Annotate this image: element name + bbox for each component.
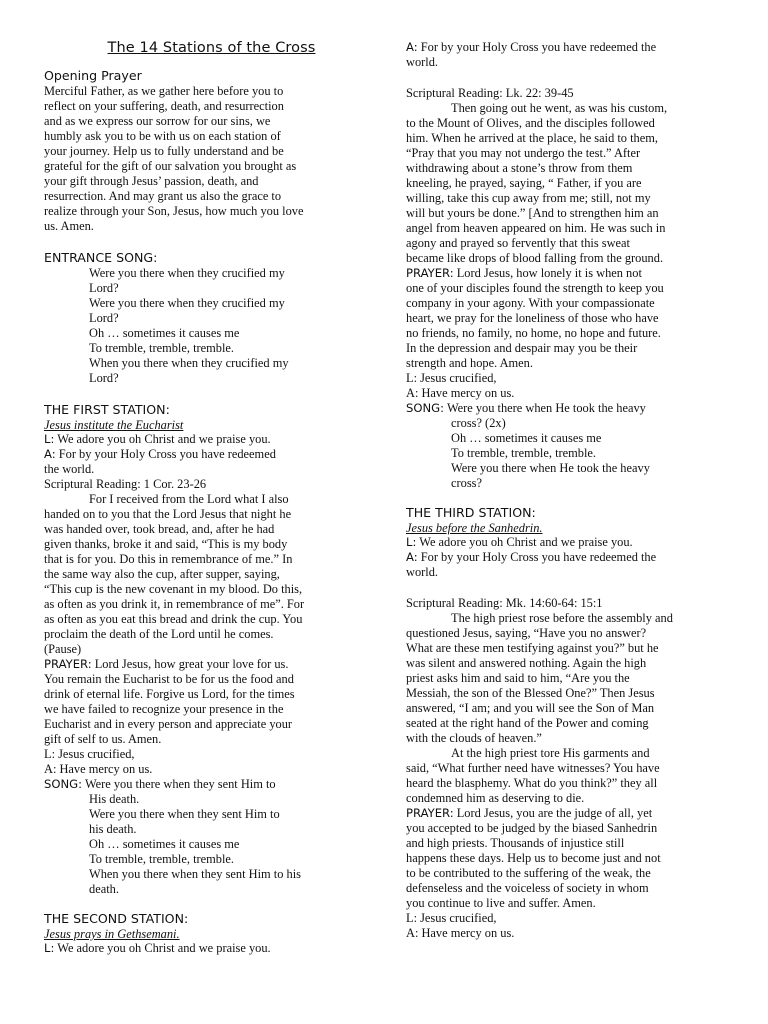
text-line: gift of self to us. Amen.	[44, 732, 162, 746]
leader-label: L:	[406, 535, 417, 549]
lyric-line: Were you there when they crucified my	[89, 296, 285, 310]
lyric-line: Oh … sometimes it causes me	[89, 326, 240, 340]
lyric-line: Were you there when they sent Him to	[89, 807, 280, 821]
text-line: you accepted to be judged by the biased Sanhedrin	[406, 821, 658, 835]
opening-prayer-text	[44, 84, 369, 234]
prayer-line	[44, 657, 369, 672]
response-leader: L: Jesus crucified,	[406, 911, 497, 925]
scripture-reference: Scriptural Reading: Mk. 14:60-64: 15:1	[406, 596, 603, 610]
text-line: world.	[406, 565, 439, 579]
text-line: reflect on your suffering, death, and resurrection	[44, 99, 284, 113]
leader-text: We adore you oh Christ and we praise you.	[419, 535, 633, 549]
text-line: him. When he arrived at the place, he said to them,	[406, 131, 658, 145]
lyric-line: death.	[89, 882, 119, 896]
assembly-line	[44, 447, 369, 462]
text-line: humbly ask you to be with us on each station of	[44, 129, 281, 143]
song-text: Were you there when He took the heavy	[446, 401, 646, 415]
text-line: to the Mount of Olives, and the disciples followed	[406, 116, 655, 130]
lyric-line: his death.	[89, 822, 137, 836]
lyric-line: Were you there when He took the heavy	[451, 461, 650, 475]
text-line: you continue to live and suffer. Amen.	[406, 896, 596, 910]
scripture-reference: Scriptural Reading: Lk. 22: 39-45	[406, 86, 574, 100]
text-line: we have failed to recognize your presence in the	[44, 702, 284, 716]
third-station-heading: THE THIRD STATION:	[406, 505, 536, 520]
text-line: realize through your Son, Jesus, how much you love	[44, 204, 304, 218]
prayer-line	[406, 806, 731, 821]
text-line: the world.	[44, 462, 95, 476]
response-assembly: A: Have mercy on us.	[406, 386, 515, 400]
song-text: Were you there when they sent Him to	[84, 777, 276, 791]
text-line: angel from heaven appeared on him. He was such in	[406, 221, 666, 235]
text-line: In the depression and despair may you be their	[406, 341, 638, 355]
text-line: grateful for the gift of our salvation you brought as	[44, 159, 297, 173]
text-line: kneeling, he prayed, saying, “ Father, if you are	[406, 176, 642, 190]
third-station-body	[406, 535, 731, 941]
second-station-subtitle: Jesus prays in Gethsemani.	[44, 927, 180, 941]
text-line: willing, take this cup away from me; still, not my	[406, 191, 651, 205]
lyric-line: Oh … sometimes it causes me	[89, 837, 240, 851]
text-line: questioned Jesus, saying, “Have you no answer?	[406, 626, 647, 640]
leader-line	[406, 535, 731, 550]
assembly-label: A:	[406, 550, 418, 564]
leader-line	[44, 432, 369, 447]
prayer-text: Lord Jesus, how great your love for us.	[94, 657, 289, 671]
text-line: withdrawing about a stone’s throw from them	[406, 161, 633, 175]
text-line: answered, “I am; and you will see the Son of Man	[406, 701, 655, 715]
opening-prayer-heading: Opening Prayer	[44, 68, 142, 83]
prayer-label: PRAYER:	[406, 806, 454, 820]
text-line: defenseless and the voiceless of society in whom	[406, 881, 649, 895]
assembly-text: For by your Holy Cross you have redeemed	[58, 447, 276, 461]
text-line: that is for you. Do this in remembrance of me.” In	[44, 552, 293, 566]
lyric-line: cross? (2x)	[451, 416, 506, 430]
assembly-line	[406, 40, 731, 55]
text-line: agony and prayed so fervently that this sweat	[406, 236, 630, 250]
lyric-line: When you there when they crucified my	[89, 356, 289, 370]
text-line: (Pause)	[44, 642, 82, 656]
leader-label: L:	[44, 432, 55, 446]
song-label: SONG:	[406, 401, 445, 415]
first-station-subtitle: Jesus institute the Eucharist	[44, 418, 184, 432]
text-line: to be contributed to the suffering of the weak, the	[406, 866, 651, 880]
text-line: company in your agony. With your compassionate	[406, 296, 655, 310]
entrance-song-lyrics	[44, 266, 369, 386]
entrance-song-heading: ENTRANCE SONG:	[44, 250, 158, 265]
text-line: heart, we pray for the loneliness of those who have	[406, 311, 659, 325]
lyric-line: Lord?	[89, 371, 119, 385]
text-line: Merciful Father, as we gather here before you to	[44, 84, 284, 98]
text-line: said, “What further need have witnesses? You have	[406, 761, 660, 775]
first-station-heading: THE FIRST STATION:	[44, 402, 170, 417]
leader-label: L:	[44, 941, 55, 955]
assembly-text: For by your Holy Cross you have redeemed the	[420, 550, 657, 564]
text-line: proclaim the death of the Lord until he comes.	[44, 627, 274, 641]
prayer-text: Lord Jesus, how lonely it is when not	[456, 266, 642, 280]
text-line: became like drops of blood falling from the ground.	[406, 251, 664, 265]
text-line: handed on to you that the Lord Jesus that night he	[44, 507, 292, 521]
lyric-line: His death.	[89, 792, 140, 806]
lyric-line: Were you there when they crucified my	[89, 266, 285, 280]
leader-line	[44, 941, 369, 956]
lyric-line: cross?	[451, 476, 482, 490]
text-line: your journey. Help us to fully understand and be	[44, 144, 284, 158]
text-line: and as we express our sorrow for our sins, we	[44, 114, 271, 128]
text-line: strength and hope. Amen.	[406, 356, 533, 370]
first-station-body	[44, 432, 369, 897]
lyric-line: To tremble, tremble, tremble.	[89, 341, 235, 355]
prayer-text: Lord Jesus, you are the judge of all, yet	[456, 806, 653, 820]
lyric-line: When you there when they sent Him to his	[89, 867, 301, 881]
text-line: condemned him as deserving to die.	[406, 791, 585, 805]
text-line: What are these men testifying against you?” but he	[406, 641, 659, 655]
assembly-line	[406, 550, 731, 565]
text-line: the same way also the cup, after supper, saying,	[44, 567, 280, 581]
text-line: was silent and answered nothing. Again the high	[406, 656, 647, 670]
song-lyrics	[406, 416, 731, 491]
lyric-line: Lord?	[89, 281, 119, 295]
response-assembly: A: Have mercy on us.	[44, 762, 153, 776]
prayer-label: PRAYER:	[44, 657, 92, 671]
text-line: For I received from the Lord what I also	[89, 492, 289, 506]
text-line: given thanks, broke it and said, “This is my body	[44, 537, 288, 551]
lyric-line: To tremble, tremble, tremble.	[451, 446, 597, 460]
prayer-line	[406, 266, 731, 281]
scripture-reference: Scriptural Reading: 1 Cor. 23-26	[44, 477, 207, 491]
song-label: SONG:	[44, 777, 83, 791]
second-station-heading: THE SECOND STATION:	[44, 911, 189, 926]
text-line: “This cup is the new covenant in my blood. Do this,	[44, 582, 303, 596]
song-lyrics	[44, 792, 369, 897]
assembly-label: A:	[406, 40, 418, 54]
second-station-continued	[406, 40, 731, 491]
response-assembly: A: Have mercy on us.	[406, 926, 515, 940]
text-line: drink of eternal life. Forgive us Lord, for the times	[44, 687, 295, 701]
text-line: “Pray that you may not undergo the test.” After	[406, 146, 641, 160]
third-station-subtitle: Jesus before the Sanhedrin.	[406, 521, 543, 535]
text-line: priest asks him and said to him, “Are you the	[406, 671, 630, 685]
text-line: Then going out he went, as was his custom,	[451, 101, 668, 115]
text-line: no friends, no family, no home, no hope and future.	[406, 326, 661, 340]
text-line: one of your disciples found the strength to keep you	[406, 281, 664, 295]
text-line: us. Amen.	[44, 219, 94, 233]
song-line	[44, 777, 369, 792]
text-line: happens these days. Help us to become just and not	[406, 851, 661, 865]
leader-text: We adore you oh Christ and we praise you.	[57, 432, 271, 446]
text-line: your gift through Jesus’ passion, death, and	[44, 174, 259, 188]
song-line	[406, 401, 731, 416]
text-line: resurrection. And may grant us also the grace to	[44, 189, 282, 203]
prayer-label: PRAYER:	[406, 266, 454, 280]
text-line: as often as you eat this bread and drink the cup. You	[44, 612, 303, 626]
text-line: Messiah, the son of the Blessed One?” Then Jesus	[406, 686, 655, 700]
assembly-label: A:	[44, 447, 56, 461]
response-leader: L: Jesus crucified,	[44, 747, 135, 761]
text-line: world.	[406, 55, 439, 69]
page-title: The 14 Stations of the Cross	[107, 40, 316, 56]
text-line: will but yours be done.” [And to strengthen him an	[406, 206, 659, 220]
text-line: Eucharist and in every person and appreciate your	[44, 717, 293, 731]
text-line: At the high priest tore His garments and	[451, 746, 650, 760]
text-line: heard the blasphemy. What do you think?” they all	[406, 776, 658, 790]
response-leader: L: Jesus crucified,	[406, 371, 497, 385]
text-line: seated at the right hand of the Power and coming	[406, 716, 649, 730]
text-line: with the clouds of heaven.”	[406, 731, 542, 745]
lyric-line: Lord?	[89, 311, 119, 325]
assembly-text: For by your Holy Cross you have redeemed the	[420, 40, 657, 54]
lyric-line: To tremble, tremble, tremble.	[89, 852, 235, 866]
text-line: and high priests. Thousands of injustice still	[406, 836, 625, 850]
text-line: as often as you drink it, in remembrance of me”. For	[44, 597, 305, 611]
text-line: was handed over, took bread, and, after he had	[44, 522, 275, 536]
right-column	[406, 40, 731, 941]
lyric-line: Oh … sometimes it causes me	[451, 431, 602, 445]
leader-text: We adore you oh Christ and we praise you.	[57, 941, 271, 955]
text-line: You remain the Eucharist to be for us the food and	[44, 672, 294, 686]
left-column	[44, 40, 369, 956]
text-line: The high priest rose before the assembly and	[451, 611, 673, 625]
